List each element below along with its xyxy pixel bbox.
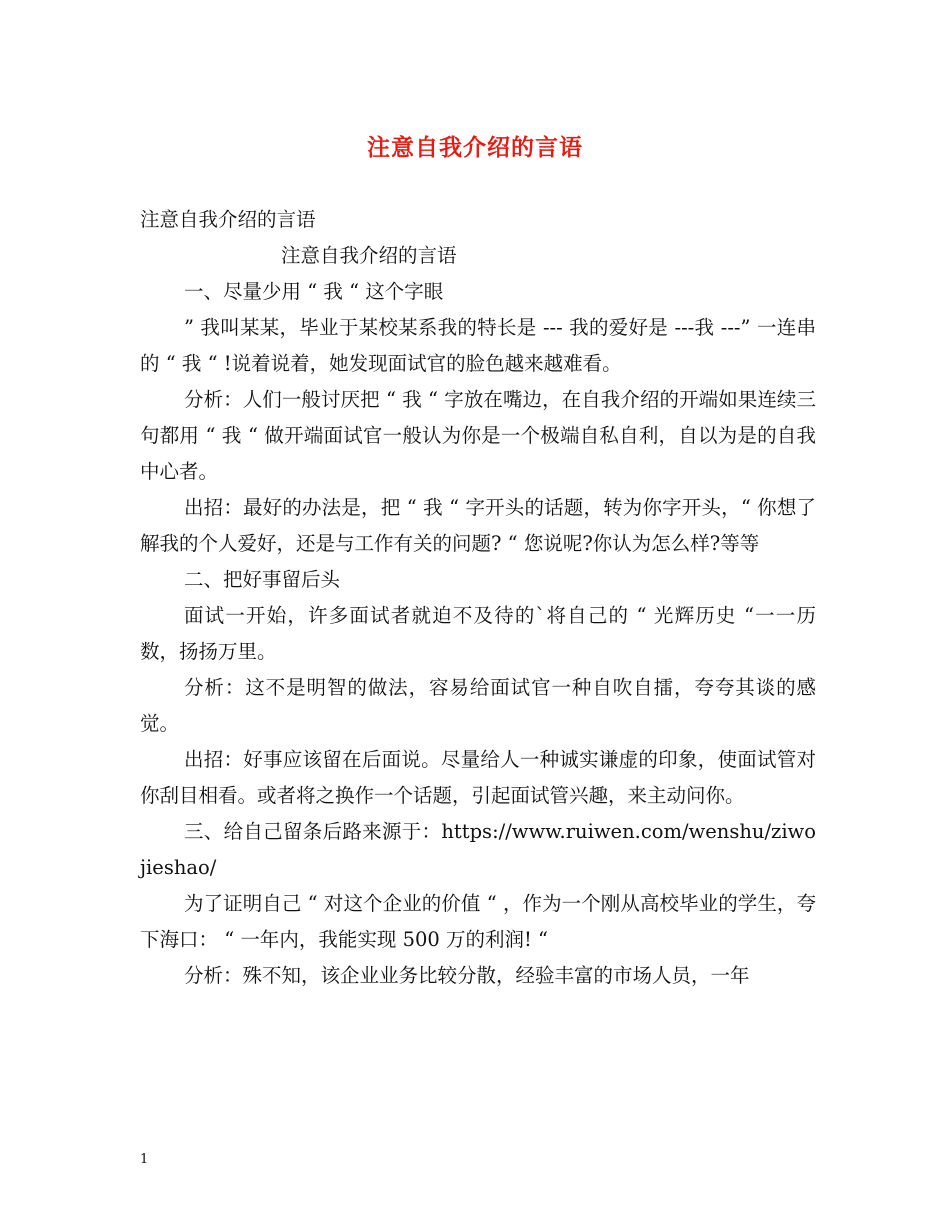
paragraph: 面试一开始，许多面试者就迫不及待的`将自己的 “ 光辉历史 “一一历数，扬扬万里。 (140, 604, 816, 663)
paragraph: 分析：殊不知，该企业业务比较分散，经验丰富的市场人员，一年 (184, 964, 750, 987)
paragraph: 一、尽量少用 “ 我 “ 这个字眼 (184, 280, 444, 303)
paragraph: ” 我叫某某，毕业于某校某系我的特长是 --- 我的爱好是 ---我 ---” 一连串的 “ 我 “ !说着说着，她发现面试官的脸色越来越难看。 (140, 316, 816, 375)
paragraph: 二、把好事留后头 (184, 568, 341, 591)
paragraph-source-link: 三、给自己留条后路来源于：https://www.ruiwen.com/wenshu/ziwojieshao/ (140, 820, 816, 879)
document-title: 注意自我介绍的言语 (367, 134, 583, 161)
paragraph: 为了证明自己 “ 对这个企业的价值 “ ，作为一个刚从高校毕业的学生，夸下海口： “ 一年内，我能实现 500 万的利润! “ (140, 892, 816, 951)
paragraph: 出招：最好的办法是，把 “ 我 “ 字开头的话题，转为你字开头，“ 你想了解我的个人爱好，还是与工作有关的问题? “ 您说呢?你认为怎么样?等等 (140, 496, 816, 555)
paragraph: 出招：好事应该留在后面说。尽量给人一种诚实谦虚的印象，使面试管对你刮目相看。或者将之换作一个话题，引起面试管兴趣，来主动问你。 (140, 748, 816, 807)
document-body (140, 202, 816, 994)
paragraph-subtitle: 注意自我介绍的言语 (281, 244, 457, 267)
paragraph: 分析：人们一般讨厌把 “ 我 “ 字放在嘴边，在自我介绍的开端如果连续三句都用 “ 我 “ 做开端面试官一般认为你是一个极端自私自利，自以为是的自我中心者。 (140, 388, 816, 483)
paragraph: 分析：这不是明智的做法，容易给面试官一种自吹自擂，夸夸其谈的感觉。 (140, 676, 816, 735)
paragraph-heading-repeat: 注意自我介绍的言语 (140, 208, 316, 231)
page-number: 1 (140, 1152, 149, 1167)
